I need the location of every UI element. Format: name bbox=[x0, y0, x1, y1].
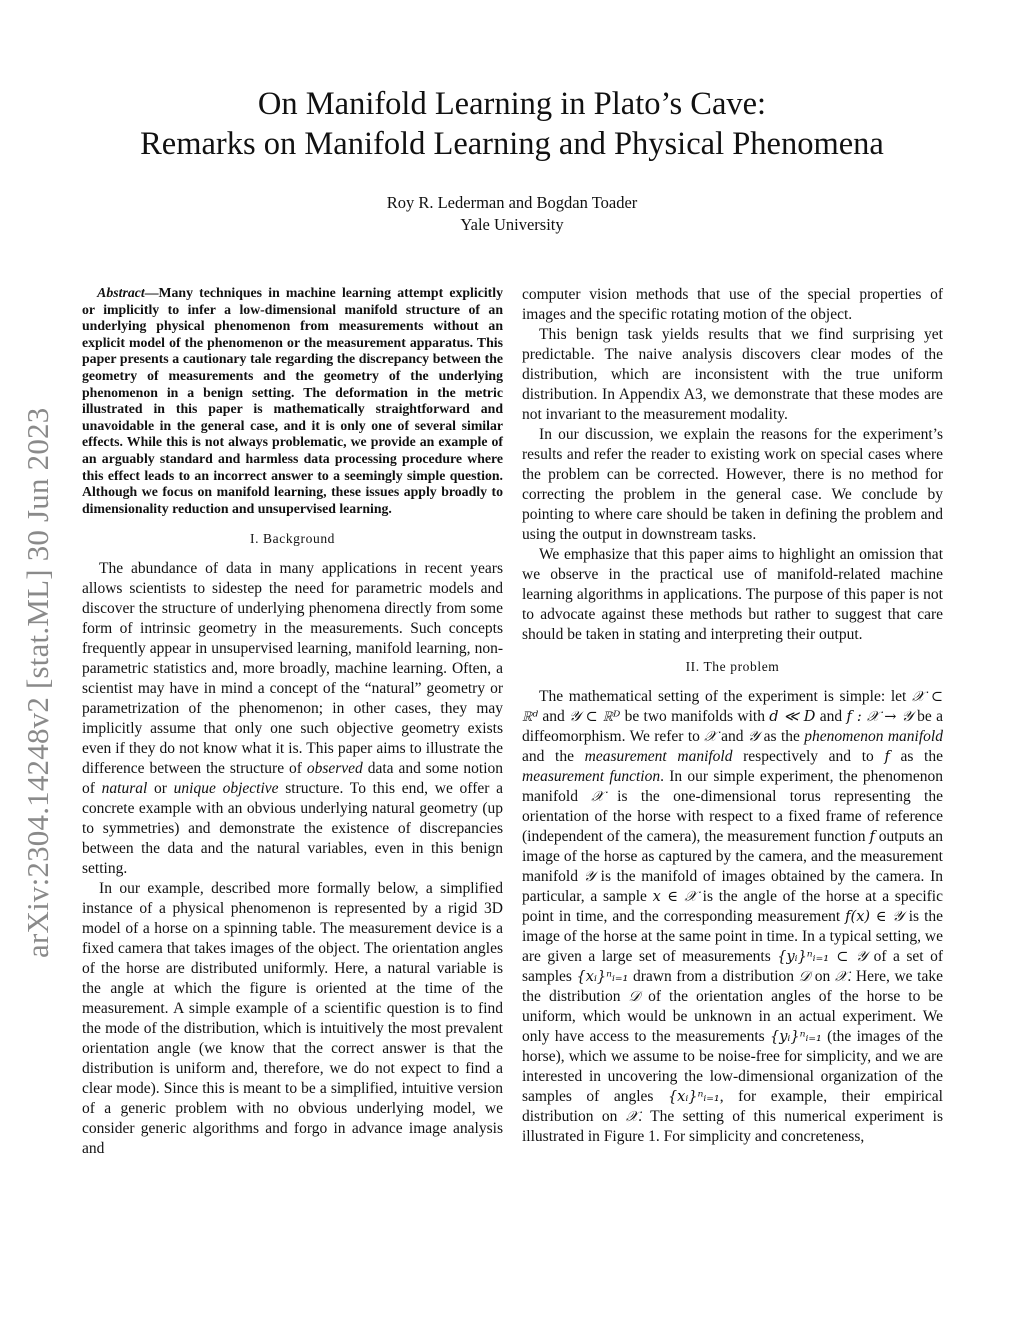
text-run: and the bbox=[522, 748, 585, 765]
emphasis: natural bbox=[101, 780, 148, 798]
text-run: and bbox=[716, 728, 748, 745]
abstract-text: —Many techniques in machine learning attempt explicitly or implicitly to infer a low-dimensional manifold structure of an underlying physical phenomenon from measurements without an explicit model of the phenomenon or the measurement apparatus. This paper presents a cautionary tale regarding the discrepancy between the geometry of measurements and the geometry of the underlying phenomenon in a benign setting. The deformation in the metric illustrated in this paper is mathematically straightforward and unavoidable in the general case, and it is only one of several similar effects. While this is not always problematic, we provide an example of an arguably standard and harmless data processing procedure where this effect leads to an incorrect answer to a seemingly simple question. Although we focus on manifold learning, these issues apply broadly to dimensionality reduction and unsupervised learning. bbox=[82, 285, 503, 516]
author-block bbox=[0, 192, 1024, 236]
paragraph: We emphasize that this paper aims to highlight an omission that we observe in the practical use of manifold-related machine learning algorithms in applications. The purpose of this paper is not to advocate against these methods but rather to suggest that care should be taken in stating and interpreting their output. bbox=[522, 546, 943, 643]
paragraph: computer vision methods that use of the special properties of images and the specific rotating motion of the object. bbox=[522, 286, 943, 323]
emphasis: phenomenon manifold bbox=[804, 728, 943, 745]
text-run: . In our simple experiment, the phenomenon manifold bbox=[522, 768, 943, 805]
section-heading-problem: II. The problem bbox=[685, 659, 780, 674]
paper-title bbox=[0, 84, 1024, 164]
math: x ∈ 𝒳 bbox=[652, 889, 697, 905]
right-column bbox=[522, 285, 943, 1147]
text-run: and bbox=[538, 708, 570, 725]
math: 𝒳 bbox=[834, 969, 848, 985]
math: 𝒟 bbox=[798, 969, 811, 985]
text-run: of a set of samples bbox=[522, 948, 943, 985]
text-run: or bbox=[147, 780, 174, 798]
text-run: . Here, we take the distribution bbox=[522, 968, 943, 1005]
text-run: as the bbox=[889, 748, 943, 765]
text-run: outputs an image of the horse as captured by the camera, and the measurement manifold bbox=[522, 828, 943, 885]
math: f : 𝒳 → 𝒴 bbox=[846, 709, 913, 725]
paragraph: In our example, described more formally below, a simplified instance of a physical phenomenon is represented by a rigid 3D model of a horse on a spinning table. The measurement device is a fixed camera that takes images of the object. The orientation angles of the horse are distributed uniformly. Here, a natural variable is the angle at which the figure is oriented at the time of the measurement. A simple example of a scientific question is to find the mode of the distribution, which is intuitively the most prevalent orientation angle (we know that the correct answer is that the distribution is uniform and, therefore, we do not expect to find a clear mode). Since this is meant to be a simplified, intuitive version of a generic problem with no obvious underlying model, we consider generic algorithms and forgo in advance image analysis and bbox=[82, 880, 503, 1158]
emphasis: observed bbox=[306, 760, 363, 778]
section-heading-background: I. Background bbox=[249, 531, 336, 547]
affiliation: Yale University bbox=[460, 215, 564, 234]
text-run: The abundance of data in many applications in recent years allows scientists to sidestep the need for parametric models and discover the structure of underlying phenomena directly from some form of intrinsic geometry in the measurements. Such concepts frequently appear in unsupervised learning, manifold learning, non-parametric statistics and, more broadly, machine learning. Often, a scientist may have in mind a concept of the “natural” geometry or parametrization of the phenomenon; in other cases, they may implicitly assume that only one such objective geometry exists even if they do not know what it is. This paper aims to illustrate the difference between the structure of bbox=[82, 560, 503, 778]
paragraph: In our discussion, we explain the reasons for the experiment’s results and refer the reader to existing work on special cases where the problem can be corrected. However, there is no method for correcting the problem in the general case. We conclude by pointing to where care should be taken in defining the problem and using the output in downstream tasks. bbox=[522, 426, 943, 543]
paragraph bbox=[522, 687, 943, 1147]
math: 𝒴 bbox=[747, 729, 760, 745]
text-run: drawn from a distribution bbox=[628, 968, 799, 985]
text-run: data and some notion of bbox=[82, 760, 503, 798]
math: 𝒳 bbox=[591, 789, 604, 805]
text-run: is the one-dimensional torus representing the orientation of the horse with respect to a fixed frame of reference (independent of the camera), the measurement function bbox=[522, 788, 943, 845]
author-names: Roy R. Lederman and Bogdan Toader bbox=[386, 193, 638, 212]
arxiv-identifier: arXiv:2304.14248v2 [stat.ML] 30 Jun 2023 bbox=[20, 407, 55, 958]
math: f bbox=[884, 749, 890, 765]
text-run: be a diffeomorphism. We refer to bbox=[522, 708, 943, 745]
text-run: is the angle of the horse at a specific point in time, and the corresponding measurement bbox=[522, 888, 943, 925]
text-run: structure. To this end, we offer a concrete example with an obvious underlying natural geometry (up to symmetries) and demonstrate the existence of discrepancies between the data and the natural variables, even in this benign setting. bbox=[82, 780, 503, 878]
math: {yᵢ}ⁿᵢ₌₁ bbox=[770, 1029, 822, 1045]
math: 𝒴 bbox=[583, 869, 595, 885]
math: d ≪ D bbox=[769, 709, 816, 725]
math: 𝒟 bbox=[628, 989, 641, 1005]
math: f bbox=[869, 829, 875, 845]
left-column bbox=[82, 285, 503, 1159]
abstract bbox=[82, 285, 503, 517]
emphasis: measurement manifold bbox=[584, 748, 733, 765]
text-run: is the image of the horse at the same point in time. In a typical setting, we are given a large set of measurements bbox=[522, 908, 944, 965]
text-run: The mathematical setting of the experiment is simple: let bbox=[539, 688, 912, 705]
math: 𝒴 ⊂ ℝᴰ bbox=[569, 709, 621, 725]
math: {xᵢ}ⁿᵢ₌₁ bbox=[576, 969, 629, 985]
text-run: as the bbox=[759, 728, 805, 745]
text-run: of the orientation angles of the horse to be uniform, which would be unknown in an actual experiment. We only have access to the measurements bbox=[522, 988, 943, 1045]
math: f(x) ∈ 𝒴 bbox=[845, 909, 904, 925]
text-run: , for example, their empirical distribution on bbox=[522, 1088, 943, 1125]
math: {yᵢ}ⁿᵢ₌₁ ⊂ 𝒴 bbox=[777, 949, 868, 965]
text-run: is the manifold of images obtained by the camera. In particular, a sample bbox=[522, 868, 943, 905]
paragraph bbox=[82, 559, 503, 879]
math: 𝒳 bbox=[704, 729, 717, 745]
math: 𝒳 ⊂ ℝᵈ bbox=[522, 689, 944, 725]
emphasis: unique objective bbox=[173, 780, 279, 798]
abstract-label: Abstract bbox=[97, 285, 145, 300]
emphasis: measurement function bbox=[522, 768, 661, 785]
text-run: on bbox=[810, 968, 835, 985]
text-run: (the images of the horse), which we assume to be noise-free for simplicity, and we are interested in uncovering the low-dimensional organization of the samples of angles bbox=[522, 1028, 943, 1105]
text-run: be two manifolds with bbox=[620, 708, 770, 725]
text-run: and bbox=[815, 708, 847, 725]
title-line-1: On Manifold Learning in Plato’s Cave: bbox=[257, 86, 767, 122]
math: {xᵢ}ⁿᵢ₌₁ bbox=[667, 1089, 720, 1105]
text-run: respectively and to bbox=[732, 748, 885, 765]
text-run: . The setting of this numerical experiment is illustrated in Figure 1. For simplicity and concreteness, bbox=[522, 1108, 943, 1145]
title-line-2: Remarks on Manifold Learning and Physical Phenomena bbox=[140, 126, 884, 162]
paragraph: This benign task yields results that we find surprising yet predictable. The naive analysis discovers clear modes of the distribution, which are inconsistent with the true uniform distribution. In Appendix A3, we demonstrate that these modes are not invariant to the measurement modality. bbox=[522, 326, 943, 423]
math: 𝒳 bbox=[625, 1109, 639, 1125]
